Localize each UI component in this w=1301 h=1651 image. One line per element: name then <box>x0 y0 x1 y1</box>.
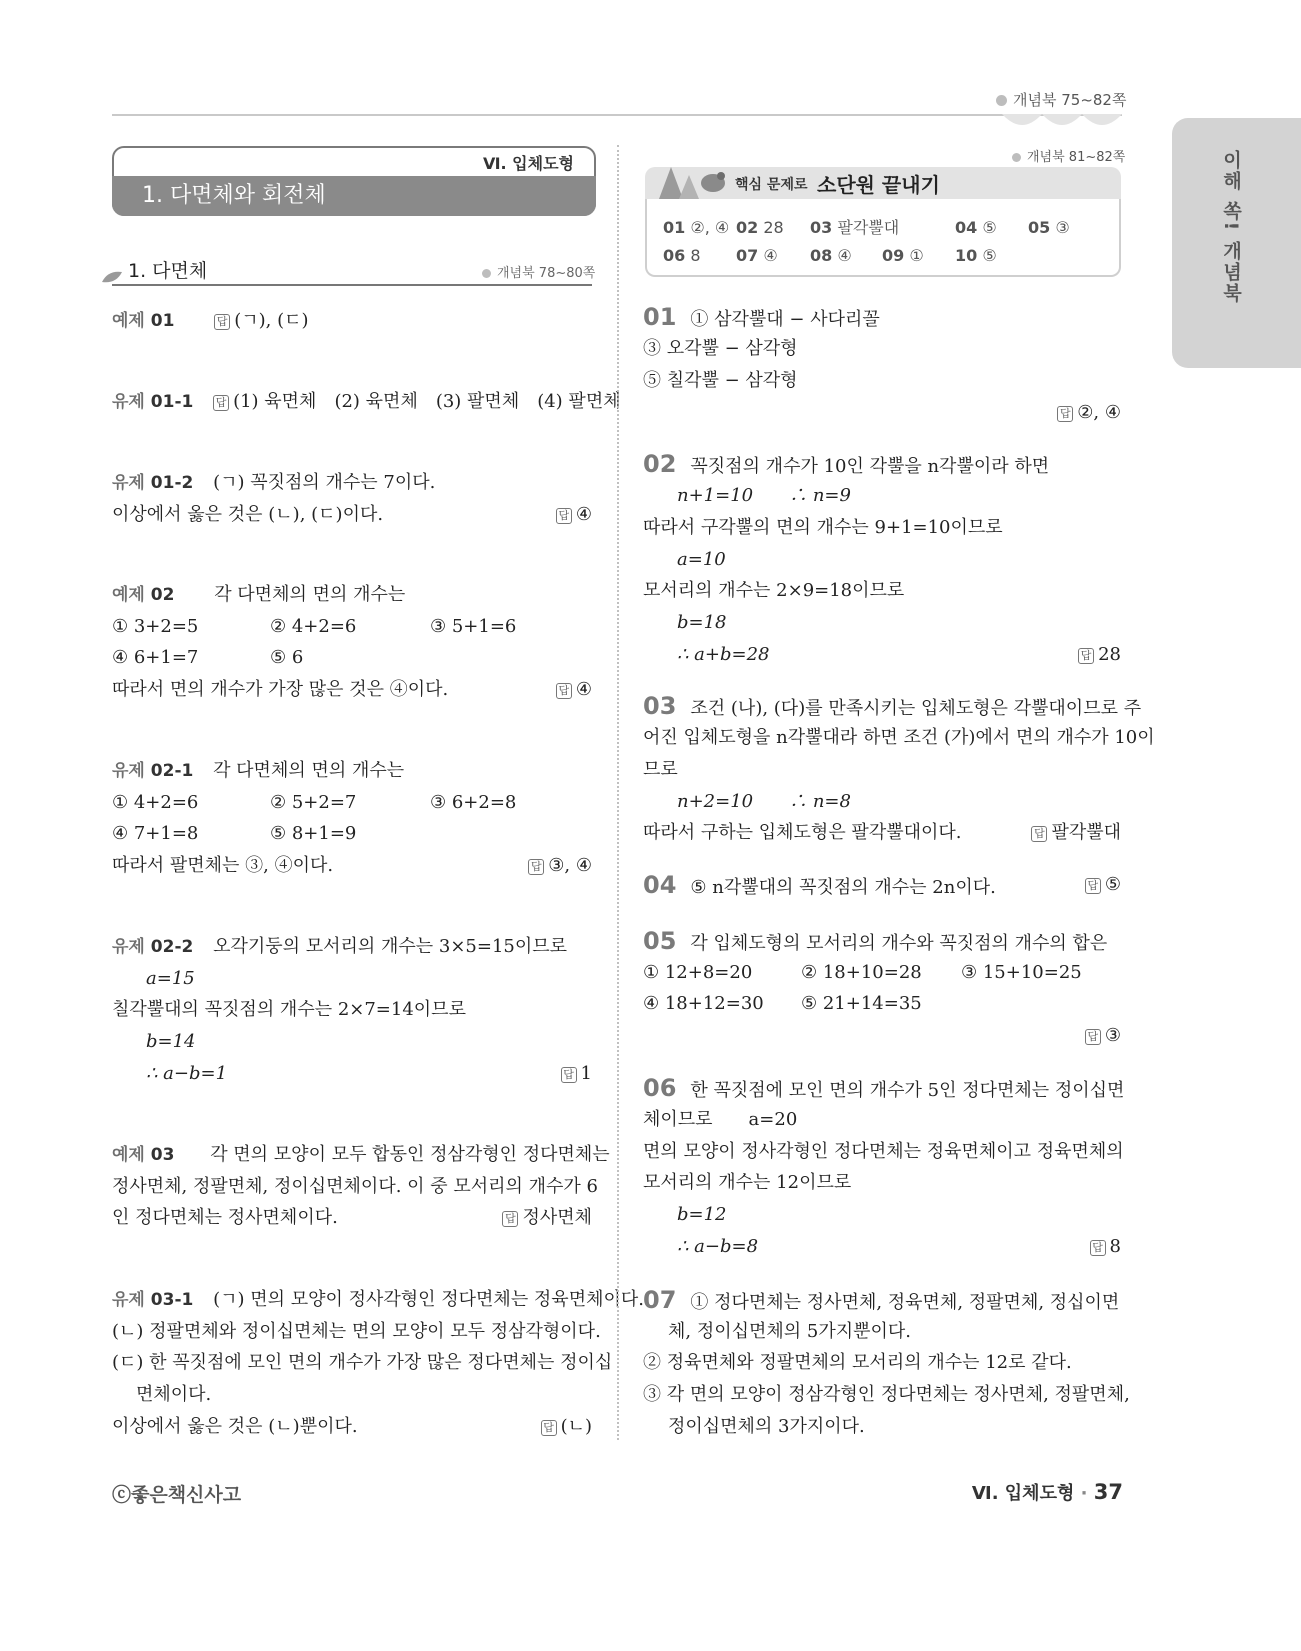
page-number: 37 <box>1093 1480 1123 1504</box>
quick-answer: 07 ④ <box>736 246 778 265</box>
quick-answer: 03 팔각뿔대 <box>810 218 900 237</box>
text-line: 이상에서 옳은 것은 (ㄴ)뿐이다. <box>112 1416 358 1437</box>
text-line: ④ 6+1=7 <box>112 647 199 668</box>
example-03: 예제 03 각 면의 모양이 모두 합동인 정삼각형인 정다면체는 <box>112 1144 610 1165</box>
chapter-title-box <box>112 146 596 216</box>
answer-mark-icon: 답 <box>1085 1029 1101 1045</box>
answer: 답 28 <box>1078 643 1121 667</box>
answer-mark-icon: 답 <box>1031 826 1047 842</box>
answer: 답 8 <box>1090 1235 1121 1259</box>
answer: 답 정사면체 <box>502 1206 592 1230</box>
text-line: a=10 <box>677 549 726 570</box>
text-line: 체, 정이십면체의 5가지뿐이다. <box>668 1321 911 1342</box>
text-line: 정이십면체의 3가지이다. <box>668 1416 865 1437</box>
text-line: 므로 <box>643 759 678 780</box>
section-title: 1. 다면체와 회전체 <box>112 176 596 216</box>
exercise-02-1: 유제 02-1 각 다면체의 면의 개수는 <box>112 760 405 781</box>
example-01: 예제 01 답 (ㄱ), (ㄷ) <box>112 310 309 331</box>
solution-06: 06 한 꼭짓점에 모인 면의 개수가 5인 정다면체는 정이십면 <box>643 1074 1125 1102</box>
bullet-dot-icon <box>482 269 491 278</box>
answer-mark-icon: 답 <box>1085 878 1101 894</box>
text-line: 모서리의 개수는 12이므로 <box>643 1172 852 1193</box>
answer-mark-icon: 답 <box>556 508 572 524</box>
text-line: ⑤ 칠각뿔 − 삼각형 <box>643 370 798 391</box>
exercise-01-2: 유제 01-2 (ㄱ) 꼭짓점의 개수는 7이다. <box>112 472 436 493</box>
text-line: 체이므로 a=20 <box>643 1109 798 1130</box>
text-line: 면체이다. <box>136 1384 212 1405</box>
text-line: ⑤ 6 <box>270 647 304 668</box>
text-line: ① 12+8=20 <box>643 962 753 983</box>
publisher-logo: ⓒ좋은책신사고 <box>112 1484 242 1506</box>
text-line: 따라서 구각뿔의 면의 개수는 9+1=10이므로 <box>643 517 1003 538</box>
top-page-ref: 개념북 75~82쪽 <box>996 89 1126 110</box>
text-line: n+2=10 ∴ n=8 <box>677 791 851 812</box>
text-line: ④ 7+1=8 <box>112 823 199 844</box>
exercise-03-1: 유제 03-1 (ㄱ) 면의 모양이 정사각형인 정다면체는 정육면체이다. <box>112 1289 644 1310</box>
text-line: ② 4+2=6 <box>270 616 357 637</box>
text-line: n+1=10 ∴ n=9 <box>677 485 851 506</box>
answer: 답 1 <box>561 1062 592 1086</box>
text-line: (ㄷ) 한 꼭짓점에 모인 면의 개수가 가장 많은 정다면체는 정이십 <box>112 1352 613 1373</box>
quick-answer: 09 ① <box>882 246 924 265</box>
answer-mark-icon: 답 <box>1078 648 1094 664</box>
answer: 답 ③, ④ <box>528 854 592 878</box>
text-line: 따라서 팔면체는 ③, ④이다. <box>112 855 334 876</box>
text-line: ② 5+2=7 <box>270 792 357 813</box>
answer-mark-icon: 답 <box>556 683 572 699</box>
answer: 답 팔각뿔대 <box>1031 821 1121 845</box>
solution-04: 04 ⑤ n각뿔대의 꼭짓점의 개수는 2n이다. <box>643 871 996 899</box>
answer-mark-icon: 답 <box>528 859 544 875</box>
text-line: 이상에서 옳은 것은 (ㄴ), (ㄷ)이다. <box>112 504 384 525</box>
bullet-dot-icon <box>1012 153 1021 162</box>
text-line: ② 18+10=28 <box>801 962 922 983</box>
chapter-label: Ⅵ. 입체도형 <box>482 154 574 173</box>
text-line: ⑤ 21+14=35 <box>801 993 922 1014</box>
answer-mark-icon: 답 <box>561 1067 577 1083</box>
text-line: ③ 5+1=6 <box>430 616 517 637</box>
answer: 답 ④ <box>556 503 592 527</box>
text-line: b=12 <box>677 1204 727 1225</box>
quick-answer: 01 ②, ④ <box>663 218 730 237</box>
answer: 답 ③ <box>1085 1024 1121 1048</box>
answer-mark-icon: 답 <box>502 1211 518 1227</box>
text-line: ③ 오각뿔 − 삼각형 <box>643 338 798 359</box>
answer-mark-icon: 답 <box>541 1420 557 1436</box>
answer: 답 ②, ④ <box>1057 401 1121 425</box>
bullet-dot-icon <box>996 95 1007 106</box>
quick-answer: 10 ⑤ <box>955 246 997 265</box>
exercise-02-2: 유제 02-2 오각기둥의 모서리의 개수는 3×5=15이므로 <box>112 936 568 957</box>
text-line: 칠각뿔대의 꼭짓점의 개수는 2×7=14이므로 <box>112 999 466 1020</box>
column-divider <box>617 145 619 1440</box>
quick-answer: 05 ③ <box>1028 218 1070 237</box>
text-line: ② 정육면체와 정팔면체의 모서리의 개수는 12로 같다. <box>643 1352 1072 1373</box>
text-line: ∴ a−b=8 <box>677 1236 759 1257</box>
answer: 답 (ㄴ) <box>541 1415 592 1439</box>
sub-title-rule <box>112 284 592 286</box>
text-line: 인 정다면체는 정사면체이다. <box>112 1207 338 1228</box>
side-tab-label: 이해 쏙! 개념북 <box>1220 150 1242 304</box>
banner-big: 소단원 끝내기 <box>817 173 940 197</box>
solution-02: 02 꼭짓점의 개수가 10인 각뿔을 n각뿔이라 하면 <box>643 450 1050 478</box>
solution-07: 07 ① 정다면체는 정사면체, 정육면체, 정팔면체, 정십이면 <box>643 1286 1120 1314</box>
tree-icon <box>651 161 731 201</box>
solution-03: 03 조건 (나), (다)를 만족시키는 입체도형은 각뿔대이므로 주 <box>643 692 1142 720</box>
sub-page-ref: 개념북 78~80쪽 <box>482 262 595 281</box>
text-line: 모서리의 개수는 2×9=18이므로 <box>643 580 905 601</box>
wave-decoration-icon <box>1002 114 1124 132</box>
example-02: 예제 02 각 다면체의 면의 개수는 <box>112 584 406 605</box>
right-page-ref: 개념북 81~82쪽 <box>1012 146 1125 165</box>
text-line: ③ 각 면의 모양이 정삼각형인 정다면체는 정사면체, 정팔면체, <box>643 1384 1130 1405</box>
text-line: a=15 <box>146 968 195 989</box>
quick-answer: 06 8 <box>663 246 701 265</box>
text-line: ① 4+2=6 <box>112 792 199 813</box>
solution-01: 01 ① 삼각뿔대 − 사다리꼴 <box>643 303 880 331</box>
exercise-01-1: 유제 01-1 답 (1) 육면체 (2) 육면체 (3) 팔면체 (4) 팔면체 <box>112 391 621 412</box>
answer-mark-icon: 답 <box>1057 406 1073 422</box>
answer: 답 ④ <box>556 678 592 702</box>
answer-mark-icon: 답 <box>214 314 230 330</box>
summary-banner <box>645 167 1121 199</box>
answer-mark-icon: 답 <box>213 395 229 411</box>
text-line: ④ 18+12=30 <box>643 993 764 1014</box>
answer-mark-icon: 답 <box>1090 1240 1106 1256</box>
sub-title: 1. 다면체 <box>128 260 208 282</box>
quick-answer: 08 ④ <box>810 246 852 265</box>
text-line: 정사면체, 정팔면체, 정이십면체이다. 이 중 모서리의 개수가 6 <box>112 1176 598 1197</box>
answer: 답 ⑤ <box>1085 873 1121 897</box>
text-line: 어진 입체도형을 n각뿔대라 하면 조건 (가)에서 면의 개수가 10이 <box>643 727 1155 748</box>
text-line: 따라서 구하는 입체도형은 팔각뿔대이다. <box>643 822 962 843</box>
footer-chapter: Ⅵ. 입체도형 · 37 <box>971 1480 1123 1504</box>
text-line: ① 3+2=5 <box>112 616 199 637</box>
text-line: (ㄴ) 정팔면체와 정이십면체는 면의 모양이 모두 정삼각형이다. <box>112 1321 601 1342</box>
solution-05: 05 각 입체도형의 모서리의 개수와 꼭짓점의 개수의 합은 <box>643 927 1108 955</box>
top-rule <box>112 114 1122 116</box>
text-line: b=14 <box>146 1031 196 1052</box>
text-line: ③ 6+2=8 <box>430 792 517 813</box>
banner-small: 핵심 문제로 <box>735 177 808 193</box>
text-line: b=18 <box>677 612 727 633</box>
text-line: 따라서 면의 개수가 가장 많은 것은 ④이다. <box>112 679 449 700</box>
text-line: ∴ a−b=1 <box>146 1063 228 1084</box>
text-line: ∴ a+b=28 <box>677 644 770 665</box>
text-line: ⑤ 8+1=9 <box>270 823 357 844</box>
quick-answer: 04 ⑤ <box>955 218 997 237</box>
text-line: ③ 15+10=25 <box>961 962 1082 983</box>
text-line: 면의 모양이 정사각형인 정다면체는 정육면체이고 정육면체의 <box>643 1141 1124 1162</box>
quick-answer: 02 28 <box>736 218 784 237</box>
